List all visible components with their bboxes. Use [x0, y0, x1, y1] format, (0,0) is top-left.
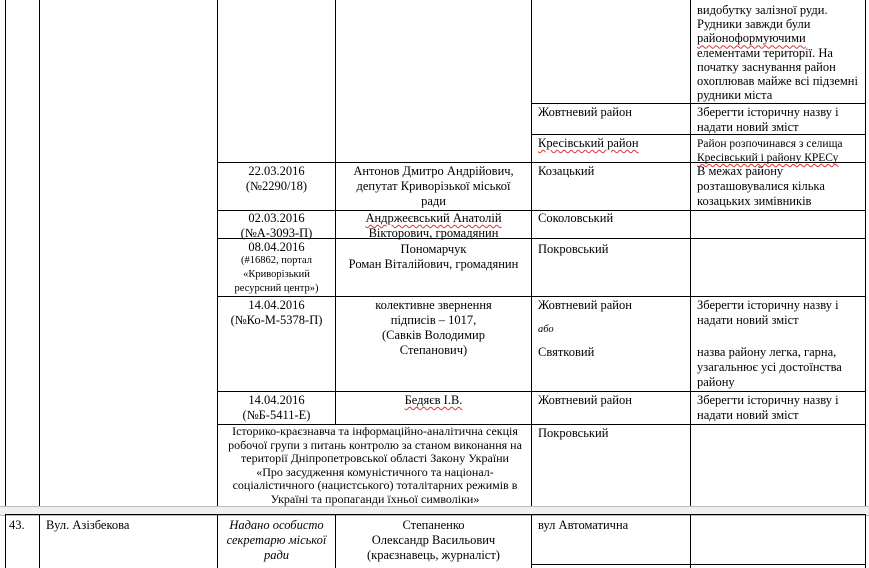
request-date: 22.03.2016 (№2290/18) — [245, 164, 308, 193]
request-author: Степаненко Олександр Васильович (краєзнавець, журналіст) — [367, 518, 500, 562]
proposed-name: Кресівський район — [538, 136, 639, 150]
request-date: 02.03.2016 (№А-3093-П) — [240, 211, 313, 240]
alternative-word: або — [538, 324, 554, 335]
request-author: Антонов Дмитро Андрійович, депутат Криворізької міської ради — [353, 164, 514, 208]
request-date: 14.04.2016 (№Б-5411-Е) — [242, 393, 311, 422]
grid-line — [5, 514, 6, 568]
grid-line — [217, 391, 866, 392]
grid-line — [39, 0, 40, 506]
proposed-name: Жовтневий район — [538, 105, 632, 119]
proposed-name: вул Автоматична — [538, 518, 629, 532]
grid-line — [690, 0, 691, 506]
grid-line — [865, 514, 866, 568]
justification: Зберегти історичну назву і надати новий зміст — [697, 393, 839, 422]
entry-number: 43. — [9, 518, 25, 532]
grid-line — [5, 0, 6, 506]
proposed-name-alt: Святковий — [538, 345, 595, 359]
justification: В межах району розташовувалися кілька козацьких зимівників — [697, 164, 825, 208]
grid-line — [531, 514, 532, 568]
justification: Зберегти історичну назву і надати новий зміст — [697, 298, 839, 327]
street-name: Вул. Азізбекова — [46, 518, 130, 532]
request-author: колективне звернення підписів – 1017, (Савків Володимир Степанович) — [375, 298, 492, 357]
proposed-name: Жовтневий район — [538, 393, 632, 407]
grid-line — [5, 514, 866, 515]
proposed-name: Соколовський — [538, 211, 614, 225]
request-date: 08.04.2016 (#16862, портал «Криворізький ресурсний центр») — [234, 240, 319, 294]
request-date: 14.04.2016 (№Ко-М-5378-П) — [230, 298, 323, 327]
grid-line — [690, 514, 691, 568]
proposed-name: Козацький — [538, 164, 595, 178]
grid-line — [39, 514, 40, 568]
grid-line — [217, 296, 866, 297]
proposed-name: Покровський — [538, 242, 609, 256]
grid-line — [531, 0, 532, 506]
grid-line — [865, 0, 866, 506]
request-author: Історико-краєзнавча та інформаційно-аналітична секція робочої групи з питань контролю за станом виконання на території Дніпропетровської області Закону України «Про засудження комуністичного та націонал- соціалістичного (нацистського) тоталітарних режимів в Україні та пропаганди їхньої символіки» — [228, 424, 522, 506]
justification: Зберегти історичну назву і надати новий зміст — [697, 105, 839, 134]
description-note: видобутку залізної руди. Рудники завжди були районоформуючими елементами території. На початку заснування район охоплював майже всі підземні рудники міста — [697, 3, 858, 103]
grid-line — [531, 564, 866, 565]
proposed-name: Покровський — [538, 426, 609, 440]
request-author: Бедяєв І.В. — [404, 393, 463, 407]
request-author: Пономарчук Роман Віталійович, громадянин — [348, 242, 519, 271]
proposed-name: Жовтневий район — [538, 298, 632, 312]
grid-line — [531, 103, 866, 104]
justification-alt: назва району легка, гарна, узагальнює усі достоїнства району — [697, 345, 842, 389]
request-author: Андржеєвський Анатолій Вікторович, громадянин — [365, 211, 502, 240]
request-date: Надано особисто секретарю міської ради — [226, 518, 327, 562]
justification: Район розпочинався з селища Кресівський і району КРЕСу — [697, 138, 843, 164]
